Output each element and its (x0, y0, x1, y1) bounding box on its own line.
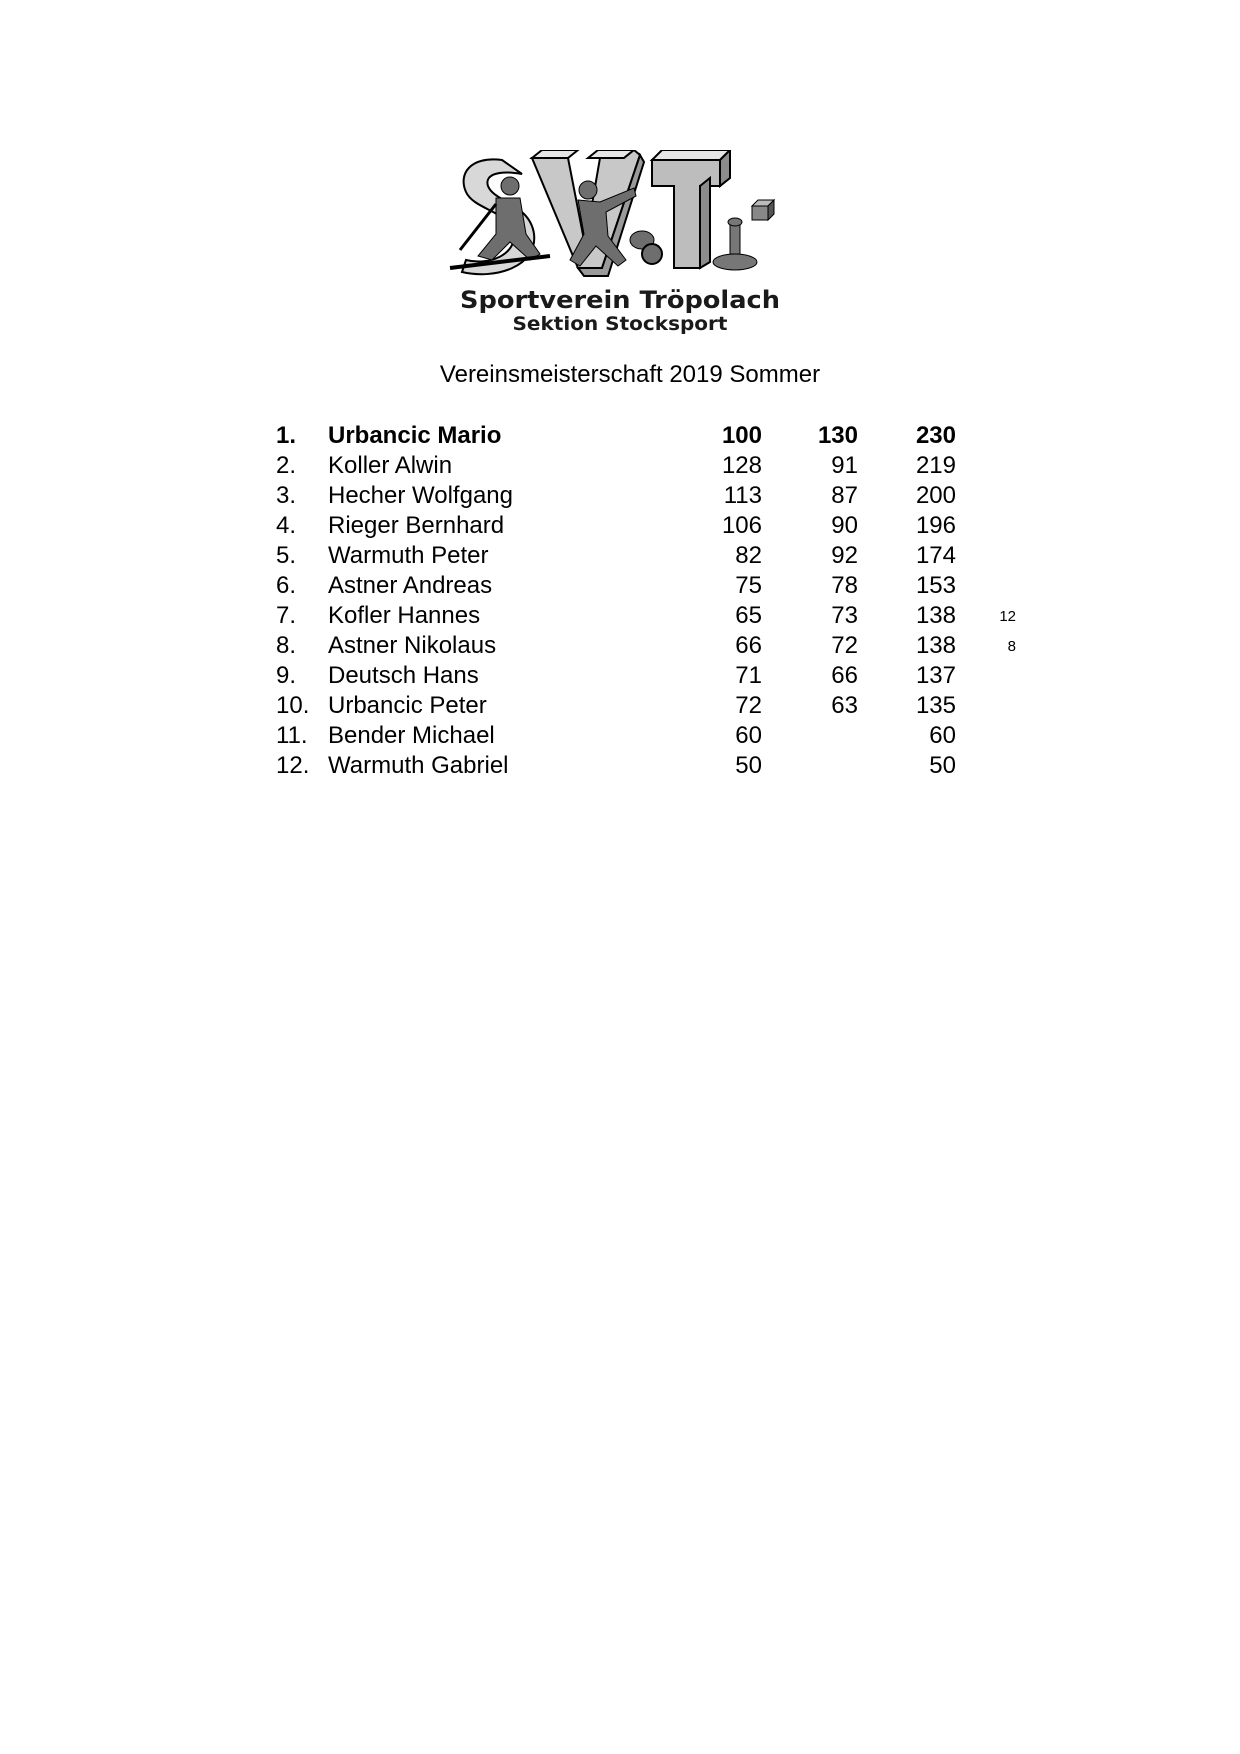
rank-cell: 9. (276, 662, 297, 689)
score-round-1-cell: 113 (723, 482, 762, 509)
player-name-cell: Warmuth Peter (328, 542, 489, 569)
score-round-2-cell: 90 (831, 512, 858, 539)
player-name-cell: Urbancic Peter (328, 692, 487, 719)
total-score-cell: 153 (915, 572, 956, 599)
total-score-cell: 138 (915, 632, 956, 659)
player-name-cell: Hecher Wolfgang (328, 482, 513, 509)
score-round-1-cell: 60 (735, 722, 762, 749)
score-round-1-cell: 75 (735, 572, 762, 599)
rank-cell: 10. (276, 692, 310, 719)
club-name: Sportverein Tröpolach (460, 286, 780, 314)
tiebreak-score-cell: 8 (1007, 638, 1016, 655)
score-round-1-cell: 128 (721, 452, 762, 479)
player-name-cell: Warmuth Gabriel (328, 752, 509, 779)
total-score-cell: 135 (915, 692, 956, 719)
small-cube-shape (752, 200, 774, 220)
score-round-2-cell: 78 (831, 572, 858, 599)
club-logo (430, 150, 810, 345)
rank-cell: 2. (276, 452, 297, 479)
score-round-2-cell: 130 (817, 422, 858, 449)
score-round-2-cell: 87 (831, 482, 858, 509)
total-score-cell: 137 (915, 662, 956, 689)
score-round-2-cell: 92 (831, 542, 858, 569)
score-round-1-cell: 66 (735, 632, 762, 659)
rank-cell: 1. (276, 422, 297, 449)
rank-cell: 5. (276, 542, 297, 569)
score-round-2-cell: 66 (831, 662, 858, 689)
score-round-1-cell: 50 (735, 752, 762, 779)
total-score-cell: 138 (915, 602, 956, 629)
rank-cell: 4. (276, 512, 297, 539)
player-name-cell: Koller Alwin (328, 452, 453, 479)
letter-t-shape (652, 150, 730, 268)
score-round-2-cell: 72 (831, 632, 858, 659)
dot-shape (642, 244, 662, 264)
total-score-cell: 60 (929, 722, 956, 749)
rank-cell: 12. (276, 752, 310, 779)
player-name-cell: Bender Michael (328, 722, 495, 749)
eisstock-icon (713, 218, 757, 270)
rank-cell: 7. (276, 602, 297, 629)
total-score-cell: 230 (915, 422, 956, 449)
score-round-1-cell: 82 (735, 542, 762, 569)
rank-cell: 3. (276, 482, 297, 509)
player-name-cell: Astner Andreas (328, 572, 493, 599)
player-name-cell: Rieger Bernhard (328, 512, 505, 539)
total-score-cell: 174 (915, 542, 956, 569)
score-round-2-cell: 91 (831, 452, 858, 479)
player-name-cell: Astner Nikolaus (328, 632, 497, 659)
player-name-cell: Kofler Hannes (328, 602, 481, 629)
total-score-cell: 219 (915, 452, 956, 479)
score-round-2-cell: 73 (831, 602, 858, 629)
rank-cell: 8. (276, 632, 297, 659)
rank-cell: 11. (276, 722, 308, 749)
total-score-cell: 196 (915, 512, 956, 539)
score-round-1-cell: 65 (735, 602, 762, 629)
rank-cell: 6. (276, 572, 297, 599)
total-score-cell: 50 (929, 752, 956, 779)
score-round-1-cell: 106 (721, 512, 762, 539)
score-round-1-cell: 100 (721, 422, 762, 449)
score-round-2-cell: 63 (831, 692, 858, 719)
score-round-1-cell: 71 (735, 662, 762, 689)
document-title: Vereinsmeisterschaft 2019 Sommer (439, 361, 821, 388)
player-name-cell: Deutsch Hans (328, 662, 479, 689)
player-name-cell: Urbancic Mario (328, 422, 502, 449)
club-section: Sektion Stocksport (512, 313, 728, 335)
score-round-1-cell: 72 (735, 692, 762, 719)
total-score-cell: 200 (915, 482, 956, 509)
tiebreak-score-cell: 12 (999, 608, 1016, 625)
